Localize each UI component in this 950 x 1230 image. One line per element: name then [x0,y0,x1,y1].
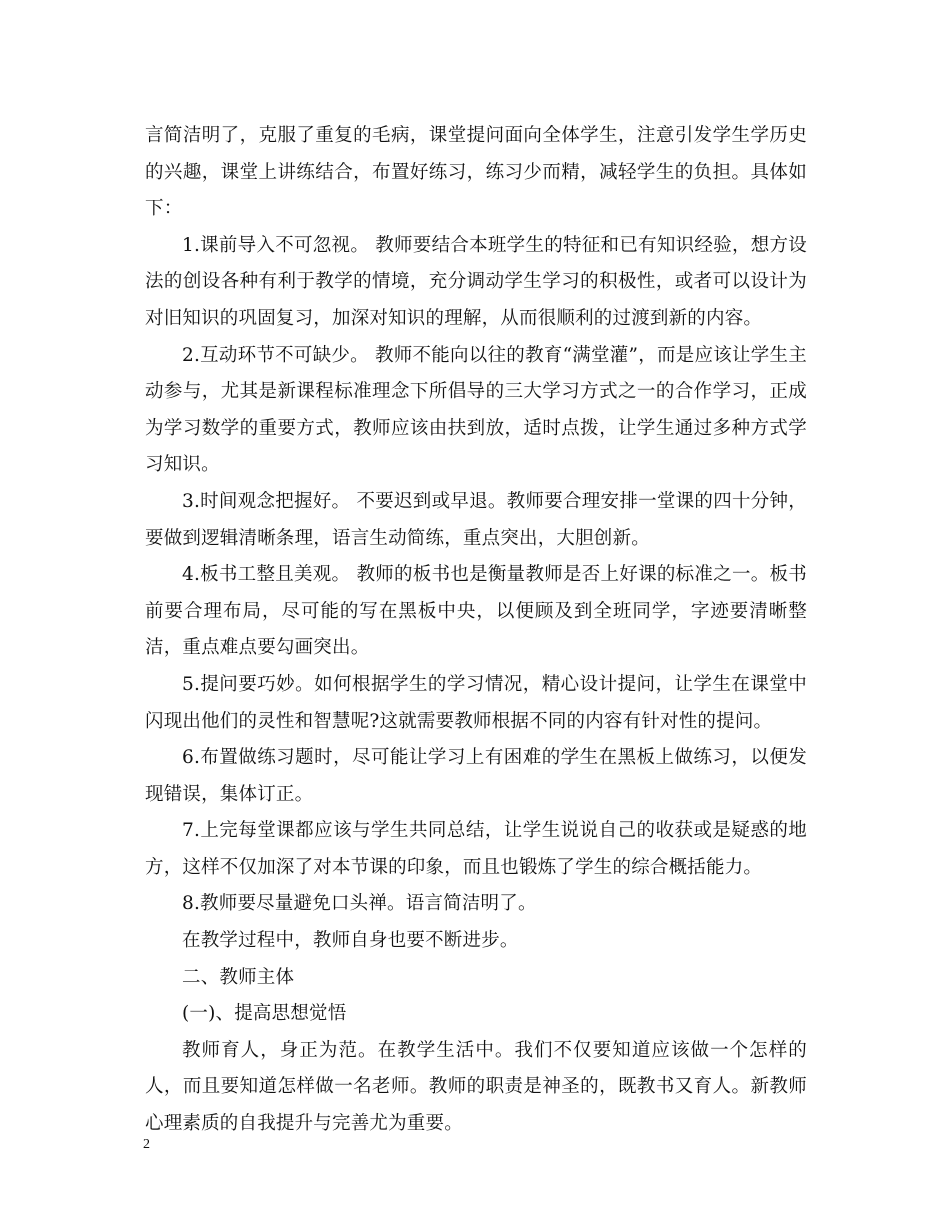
paragraph-item-7: 7.上完每堂课都应该与学生共同总结，让学生说说自己的收获或是疑惑的地方，这样不仅加深了对本节课的印象，而且也锻炼了学生的综合概括能力。 [145,820,807,878]
document-body [145,118,807,1143]
paragraph-item-2: 2.互动环节不可缺少。 教师不能向以往的教育“满堂灌”，而是应该让学生主动参与，尤其是新课程标准理念下所倡导的三大学习方式之一的合作学习，正成为学习数学的重要方式，教师应该由扶到放，适时点拨，让学生通过多种方式学习知识。 [145,344,807,476]
paragraph-item-8: 8.教师要尽量避免口头禅。语言简洁明了。 [182,893,537,915]
paragraph-item-6: 6.布置做练习题时，尽可能让学习上有困难的学生在黑板上做练习，以便发现错误，集体订正。 [145,747,807,805]
subsection-heading-awareness: (一)、提高思想觉悟 [182,1003,347,1025]
paragraph-item-5: 5.提问要巧妙。如何根据学生的学习情况，精心设计提问，让学生在课堂中闪现出他们的灵性和智慧呢?这就需要教师根据不同的内容有针对性的提问。 [145,673,807,732]
paragraph-item-1: 1.课前导入不可忽视。 教师要结合本班学生的特征和已有知识经验，想方设法的创设各种有利于教学的情境，充分调动学生学习的积极性，或者可以设计为对旧知识的巩固复习，加深对知识的理解，从而很顺利的过渡到新的内容。 [145,234,807,329]
paragraph-teaching-progress: 在教学过程中，教师自身也要不断进步。 [182,930,519,952]
page-number: 2 [143,1137,150,1152]
paragraph-teacher-role: 教师育人，身正为范。在教学生活中。我们不仅要知道应该做一个怎样的人，而且要知道怎样做一名老师。教师的职责是神圣的，既教书又育人。新教师心理素质的自我提升与完善尤为重要。 [145,1039,807,1135]
paragraph-item-3: 3.时间观念把握好。 不要迟到或早退。教师要合理安排一堂课的四十分钟，要做到逻辑清晰条理，语言生动简练，重点突出，大胆创新。 [145,490,807,549]
paragraph-intro: 言简洁明了，克服了重复的毛病，课堂提问面向全体学生，注意引发学生学历史的兴趣，课堂上讲练结合，布置好练习，练习少而精，减轻学生的负担。具体如下： [145,125,807,220]
paragraph-item-4: 4.板书工整且美观。 教师的板书也是衡量教师是否上好课的标准之一。板书前要合理布局，尽可能的写在黑板中央，以便顾及到全班同学，字迹要清晰整洁，重点难点要勾画突出。 [145,564,807,659]
section-heading-teacher-subject: 二、教师主体 [182,966,295,988]
